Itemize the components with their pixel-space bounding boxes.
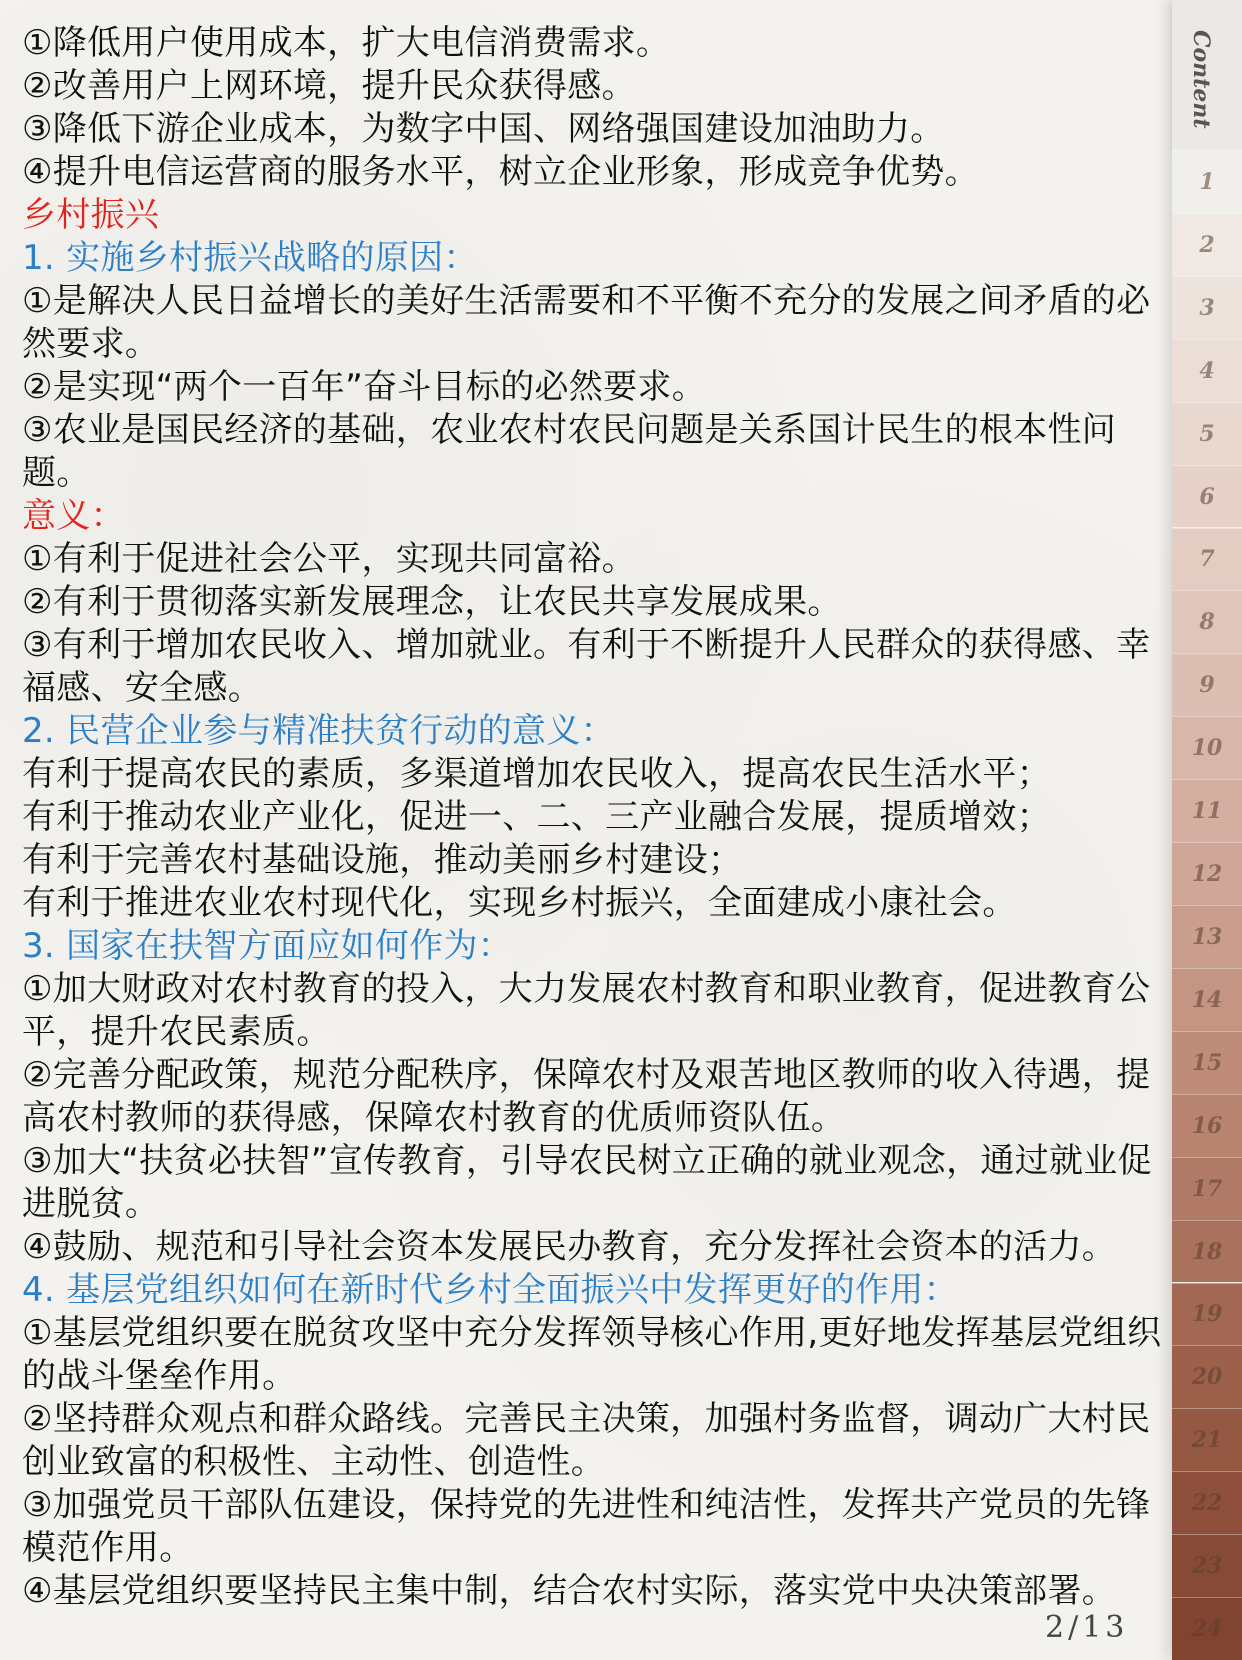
tab-label: 17 <box>1191 1175 1223 1202</box>
text-line: 有利于完善农村基础设施，推动美丽乡村建设； <box>22 840 743 880</box>
tab-23[interactable] <box>1172 1534 1242 1597</box>
tab-label: 8 <box>1199 609 1215 636</box>
text-line: ①降低用户使用成本，扩大电信消费需求。 <box>22 23 671 63</box>
tab-label: 5 <box>1199 420 1215 447</box>
tab-8[interactable] <box>1172 590 1242 653</box>
tab-4[interactable] <box>1172 339 1242 402</box>
tab-13[interactable] <box>1172 905 1242 968</box>
text-line: ①是解决人民日益增长的美好生活需要和不平衡不充分的发展之间矛盾的必然要求。 <box>22 281 1151 364</box>
tab-label: 2 <box>1199 231 1215 258</box>
question-heading: 1. 实施乡村振兴战略的原因： <box>22 238 478 278</box>
text-line: ②改善用户上网环境，提升民众获得感。 <box>22 66 636 106</box>
page-number: 2/13 <box>1045 1610 1129 1645</box>
tab-18[interactable] <box>1172 1220 1242 1283</box>
text-line: ④提升电信运营商的服务水平，树立企业形象，形成竞争优势。 <box>22 152 979 192</box>
tab-label: 12 <box>1191 861 1223 888</box>
tab-label: 20 <box>1191 1364 1223 1391</box>
tab-content-label: Content <box>1188 30 1214 129</box>
tab-label: 3 <box>1199 294 1215 321</box>
tab-21[interactable] <box>1172 1408 1242 1471</box>
text-line: ②是实现“两个一百年”奋斗目标的必然要求。 <box>22 367 707 407</box>
tab-5[interactable] <box>1172 402 1242 465</box>
tab-10[interactable] <box>1172 716 1242 779</box>
tab-label: 24 <box>1191 1616 1223 1643</box>
text-line: ③加强党员干部队伍建设，保持党的先进性和纯洁性，发挥共产党员的先锋模范作用。 <box>22 1485 1151 1568</box>
tab-16[interactable] <box>1172 1094 1242 1157</box>
tab-3[interactable] <box>1172 276 1242 339</box>
tab-label: 21 <box>1191 1427 1223 1454</box>
text-line: ③有利于增加农民收入、增加就业。有利于不断提升人民群众的获得感、幸福感、安全感。 <box>22 625 1151 708</box>
tab-17[interactable] <box>1172 1157 1242 1220</box>
tab-7[interactable] <box>1172 528 1242 591</box>
text-line: ②完善分配政策，规范分配秩序，保障农村及艰苦地区教师的收入待遇，提高农村教师的获得感，保障农村教育的优质师资队伍。 <box>22 1055 1151 1138</box>
text-line: 有利于推进农业农村现代化，实现乡村振兴，全面建成小康社会。 <box>22 883 1017 923</box>
tab-9[interactable] <box>1172 653 1242 716</box>
text-line: ①基层党组织要在脱贫攻坚中充分发挥领导核心作用,更好地发挥基层党组织的战斗堡垒作用。 <box>22 1313 1162 1396</box>
question-heading: 4. 基层党组织如何在新时代乡村全面振兴中发挥更好的作用： <box>22 1270 958 1310</box>
tab-label: 11 <box>1191 798 1223 825</box>
tab-label: 15 <box>1191 1049 1223 1076</box>
text-line: 有利于提高农民的素质，多渠道增加农民收入，提高农民生活水平； <box>22 754 1051 794</box>
tab-11[interactable] <box>1172 779 1242 842</box>
section-heading: 乡村振兴 <box>22 195 160 235</box>
tab-label: 6 <box>1199 483 1215 510</box>
text-line: ④基层党组织要坚持民主集中制，结合农村实际，落实党中央决策部署。 <box>22 1571 1117 1611</box>
tab-14[interactable] <box>1172 968 1242 1031</box>
tab-label: 16 <box>1191 1112 1223 1139</box>
text-line: ①加大财政对农村教育的投入，大力发展农村教育和职业教育，促进教育公平，提升农民素质。 <box>22 969 1151 1052</box>
tab-label: 14 <box>1191 986 1223 1013</box>
tab-2[interactable] <box>1172 213 1242 276</box>
tab-6[interactable] <box>1172 465 1242 528</box>
tab-label: 1 <box>1199 168 1215 195</box>
text-line: ②有利于贯彻落实新发展理念，让农民共享发展成果。 <box>22 582 842 622</box>
text-line: ②坚持群众观点和群众路线。完善民主决策，加强村务监督，调动广大村民创业致富的积极性、主动性、创造性。 <box>22 1399 1151 1482</box>
tab-15[interactable] <box>1172 1031 1242 1094</box>
tab-19[interactable] <box>1172 1283 1242 1346</box>
question-heading: 3. 国家在扶智方面应如何作为： <box>22 926 513 966</box>
tab-label: 7 <box>1199 546 1215 573</box>
text-line: ③农业是国民经济的基础，农业农村农民问题是关系国计民生的根本性问题。 <box>22 410 1117 493</box>
tab-label: 9 <box>1199 672 1215 699</box>
tab-20[interactable] <box>1172 1345 1242 1408</box>
tab-22[interactable] <box>1172 1471 1242 1534</box>
tab-1[interactable] <box>1172 150 1242 213</box>
tab-12[interactable] <box>1172 842 1242 905</box>
tab-label: 18 <box>1191 1238 1223 1265</box>
notes-content <box>22 22 1172 1613</box>
tab-label: 10 <box>1191 735 1223 762</box>
question-heading: 2. 民营企业参与精准扶贫行动的意义： <box>22 711 615 751</box>
text-line: ④鼓励、规范和引导社会资本发展民办教育，充分发挥社会资本的活力。 <box>22 1227 1117 1267</box>
tab-24[interactable] <box>1172 1597 1242 1660</box>
text-line: ③加大“扶贫必扶智”宣传教育，引导农民树立正确的就业观念，通过就业促进脱贫。 <box>22 1141 1152 1224</box>
index-tabs <box>1172 0 1242 1660</box>
tab-label: 23 <box>1191 1553 1223 1580</box>
section-label: 意义： <box>22 496 125 536</box>
tab-label: 4 <box>1199 357 1215 384</box>
tab-label: 19 <box>1191 1301 1223 1328</box>
tab-content-header[interactable] <box>1172 0 1242 150</box>
tab-label: 13 <box>1191 923 1223 950</box>
text-line: 有利于推动农业产业化，促进一、二、三产业融合发展，提质增效； <box>22 797 1051 837</box>
text-line: ①有利于促进社会公平，实现共同富裕。 <box>22 539 636 579</box>
text-line: ③降低下游企业成本，为数字中国、网络强国建设加油助力。 <box>22 109 945 149</box>
tab-label: 22 <box>1191 1490 1223 1517</box>
